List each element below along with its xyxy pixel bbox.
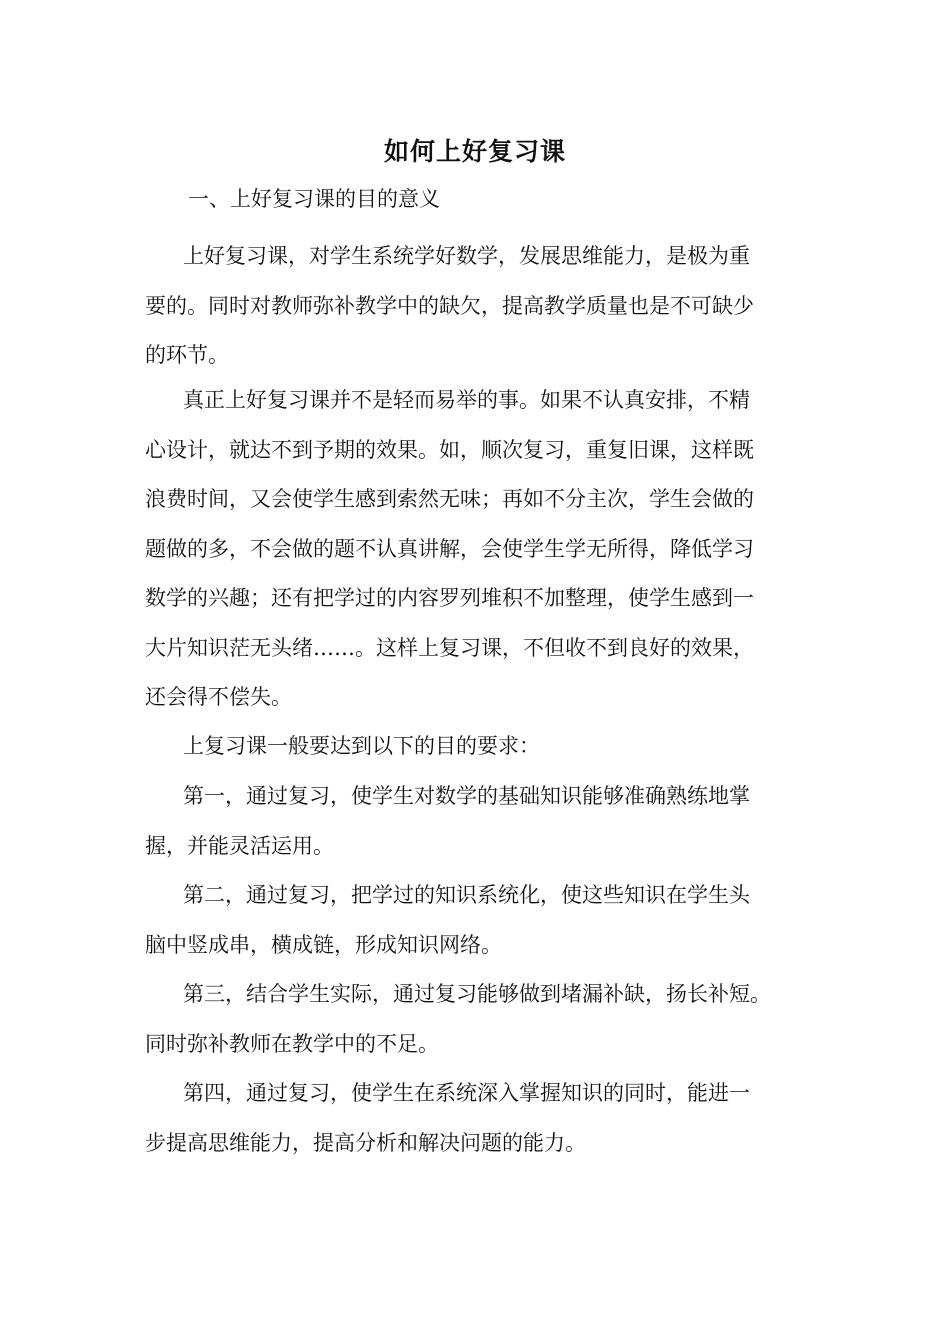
paragraph-4 <box>145 772 815 871</box>
paragraph-line: 要的。同时对教师弥补教学中的缺欠，提高教学质量也是不可缺少 <box>145 293 754 318</box>
paragraph-line: 题做的多，不会做的题不认真讲解，会使学生学无所得，降低学习 <box>145 536 754 561</box>
paragraph-line: 第一，通过复习，使学生对数学的基础知识能够准确熟练地掌 <box>183 784 750 808</box>
section-heading: 一、上好复习课的目的意义 <box>188 187 440 211</box>
paragraph-2 <box>145 376 815 723</box>
paragraph-line: 脑中竖成串，横成链，形成知识网络。 <box>145 932 502 957</box>
paragraph-5 <box>145 871 815 970</box>
paragraph-line: 第四，通过复习，使学生在系统深入掌握知识的同时，能进一 <box>183 1081 750 1105</box>
paragraph-1 <box>145 232 815 381</box>
paragraph-line: 步提高思维能力，提高分析和解决问题的能力。 <box>145 1130 586 1155</box>
paragraph-line: 数学的兴趣；还有把学过的内容罗列堆积不加整理，使学生感到一 <box>145 586 754 610</box>
paragraph-line: 浪费时间，又会使学生感到索然无味；再如不分主次，学生会做的 <box>145 487 754 511</box>
paragraph-line: 握，并能灵活运用。 <box>145 833 334 858</box>
paragraph-7 <box>145 1069 815 1168</box>
paragraph-line: 同时弥补教师在教学中的不足。 <box>145 1031 439 1056</box>
paragraph-line: 的环节。 <box>145 343 229 367</box>
paragraph-line: 还会得不偿失。 <box>145 685 292 709</box>
document-title: 如何上好复习课 <box>383 137 566 166</box>
paragraph-line: 第二，通过复习，把学过的知识系统化，使这些知识在学生头 <box>183 883 750 907</box>
paragraph-line: 第三，结合学生实际，通过复习能够做到堵漏补缺，扬长补短。 <box>183 982 771 1006</box>
paragraph-line: 真正上好复习课并不是轻而易举的事。如果不认真安排，不精 <box>183 388 750 412</box>
paragraph-line: 心设计，就达不到予期的效果。如，顺次复习，重复旧课，这样既 <box>145 437 754 462</box>
paragraph-6 <box>145 970 815 1069</box>
paragraph-line: 大片知识茫无头绪……。这样上复习课，不但收不到良好的效果， <box>145 635 754 660</box>
paragraph-line: 上好复习课，对学生系统学好数学，发展思维能力，是极为重 <box>183 244 750 268</box>
paragraph-line: 上复习课一般要达到以下的目的要求： <box>183 734 540 758</box>
paragraph-3 <box>145 722 815 772</box>
